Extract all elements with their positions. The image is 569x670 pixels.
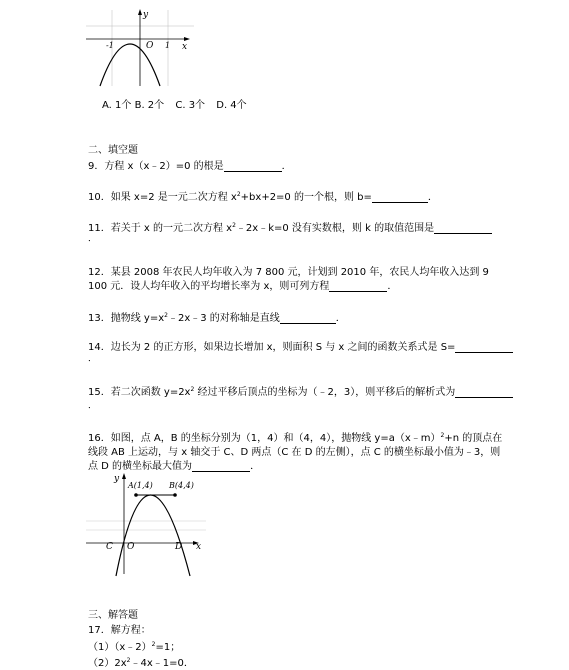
origin-label: O	[146, 41, 154, 51]
question-12-line-1: 12．某县 2008 年农民人均年收入为 7 800 元，计划到 2010 年，农民人均年收入达到 9	[88, 267, 489, 278]
choice-row	[102, 96, 247, 111]
question-16-line-1: 16．如图，点 A，B 的坐标分别为（1，4）和（4，4），抛物线 y=a（x﹣m）$^2$+n 的顶点在	[88, 432, 503, 444]
section-3-heading: 三、解答题	[88, 610, 138, 621]
q15-end-mark: ．	[88, 401, 98, 411]
q11-end-mark: ．	[88, 234, 98, 244]
question-11: 11．若关于 x 的一元二次方程 $x^2﹣2x﹣k=0$ 没有实数根，则 k 的取值范围是	[88, 219, 492, 234]
point-b	[173, 493, 177, 497]
question-16-line-3: 点 D 的横坐标最大值为 ．	[88, 461, 261, 472]
section-2-heading: 二、填空题	[88, 145, 138, 156]
question-16-line-2: 线段 AB 上运动，与 x 轴交于 C、D 两点（C 在 D 的左侧），点 C 的横坐标最小值为﹣3，则	[88, 447, 501, 458]
answer-blank-12[interactable]	[329, 281, 387, 292]
choice-b[interactable]: B. 2个	[134, 100, 165, 111]
choice-a[interactable]: A. 1个	[102, 100, 132, 111]
x-axis-label: x	[196, 542, 202, 552]
point-a-label: A(1,4)	[128, 481, 153, 490]
question-17-title: 17．解方程：	[88, 625, 151, 636]
x-axis-label: x	[182, 42, 188, 52]
grid-lines	[86, 521, 206, 530]
question-9: 9．方程 x（x﹣2）=0 的根是 ．	[88, 161, 292, 172]
tick-label-1: 1	[165, 41, 171, 50]
q14-end-mark: ．	[88, 354, 98, 364]
parabola-curve	[116, 495, 190, 576]
answer-blank-10[interactable]	[372, 192, 428, 203]
point-d-label: D	[175, 542, 183, 552]
point-c-label: C	[106, 542, 113, 552]
answer-blank-9[interactable]	[224, 161, 282, 172]
origin-label: O	[127, 542, 135, 552]
choice-d[interactable]: D. 4个	[216, 100, 247, 111]
question-15: 15．若二次函数 $y=2x^2$ 经过平移后顶点的坐标为（﹣2，3），则平移后的解析式为	[88, 383, 513, 398]
question-12-line-2: 100 元．设人均年收入的平均增长率为 x，则可列方程 ．	[88, 281, 398, 292]
parabola-graph-1	[86, 6, 196, 88]
point-a	[134, 493, 138, 497]
question-17-part-2: $(2)2x^2﹣4x﹣1=0$．	[88, 657, 194, 669]
answer-blank-15[interactable]	[455, 387, 513, 398]
answer-blank-11[interactable]	[434, 223, 492, 234]
parabola-graph-2	[86, 470, 212, 580]
question-13: 13．抛物线 $y=x^2﹣2x﹣3$ 的对称轴是直线 ．	[88, 312, 346, 324]
tick-label-neg1: -1	[106, 41, 114, 50]
question-14: 14．边长为 2 的正方形，如果边长增加 x，则面积 S 与 x 之间的函数关系式是 S=	[88, 338, 513, 353]
answer-blank-14[interactable]	[455, 342, 513, 353]
y-axis-label: y	[143, 10, 149, 20]
question-10: 10．如果 x=2 是一元二次方程 $x^2+bx+2=0$ 的一个根，则 b= ．	[88, 191, 438, 203]
answer-blank-13[interactable]	[280, 313, 336, 324]
question-17-part-1: （1）（x﹣2）$^2$=1；	[88, 641, 181, 653]
y-axis-label: y	[114, 474, 120, 484]
choice-c[interactable]: C. 3个	[175, 100, 206, 111]
point-b-label: B(4,4)	[169, 481, 194, 490]
